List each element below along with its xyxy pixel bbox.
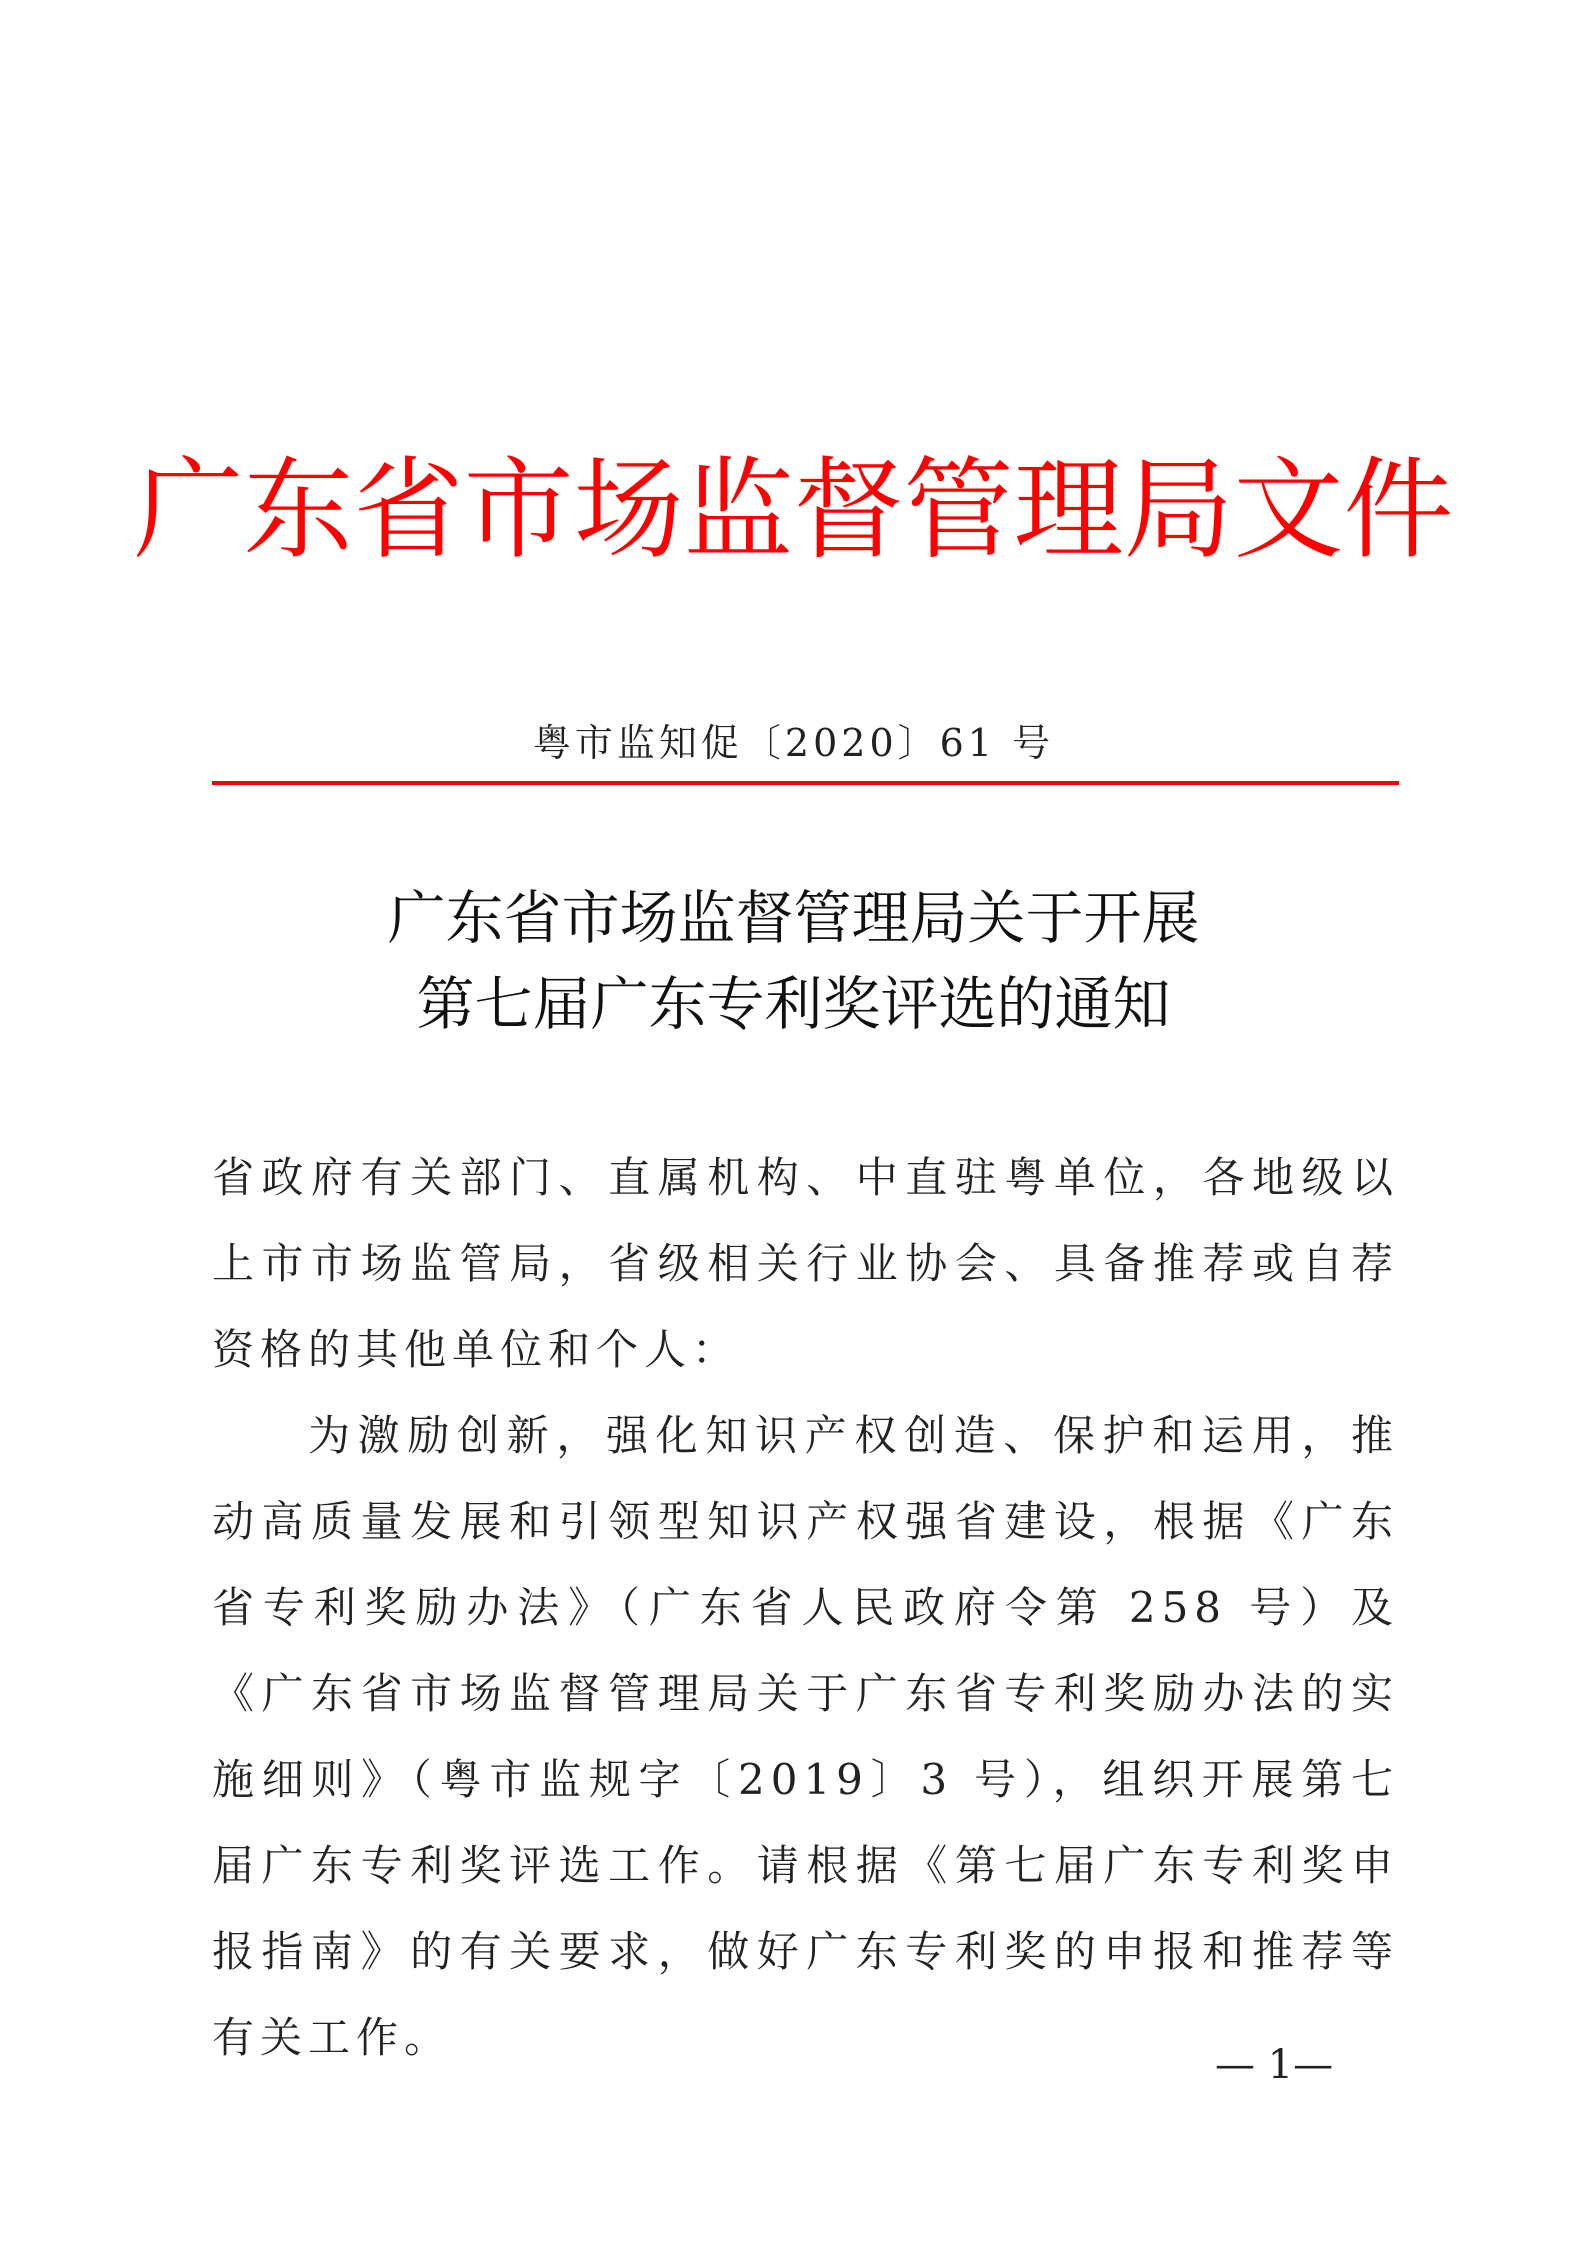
document-title-line-2: 第七届广东专利奖评选的通知: [416, 970, 1171, 1038]
document-title: [0, 875, 1587, 1047]
document-body: [212, 1135, 1399, 2081]
red-divider-line: [212, 781, 1399, 785]
masthead-title: 广东省市场监督管理局文件: [133, 446, 1454, 574]
document-number: 粤市监知促〔2020〕61 号: [532, 721, 1055, 765]
salutation: 省政府有关部门、直属机构、中直驻粤单位，各地级以上市市场监管局，省级相关行业协会、具备推荐或自荐资格的其他单位和个人：: [212, 1153, 1399, 1374]
document-title-line-1: 广东省市场监督管理局关于开展: [387, 884, 1200, 952]
page-number: — 1—: [1215, 2042, 1334, 2088]
body-paragraph: 为激励创新，强化知识产权创造、保护和运用，推动高质量发展和引领型知识产权强省建设，根据《广东省专利奖励办法》（广东省人民政府令第 258 号）及《广东省市场监督管理局关于广东省专利奖励办法的实施细则》（粤市监规字〔2019〕3 号），组织开展第七届广东专利奖评选工作。请根据《第七届广东专利奖申报指南》的有关要求，做好广东专利奖的申报和推荐等有关工作。: [212, 1411, 1399, 2062]
